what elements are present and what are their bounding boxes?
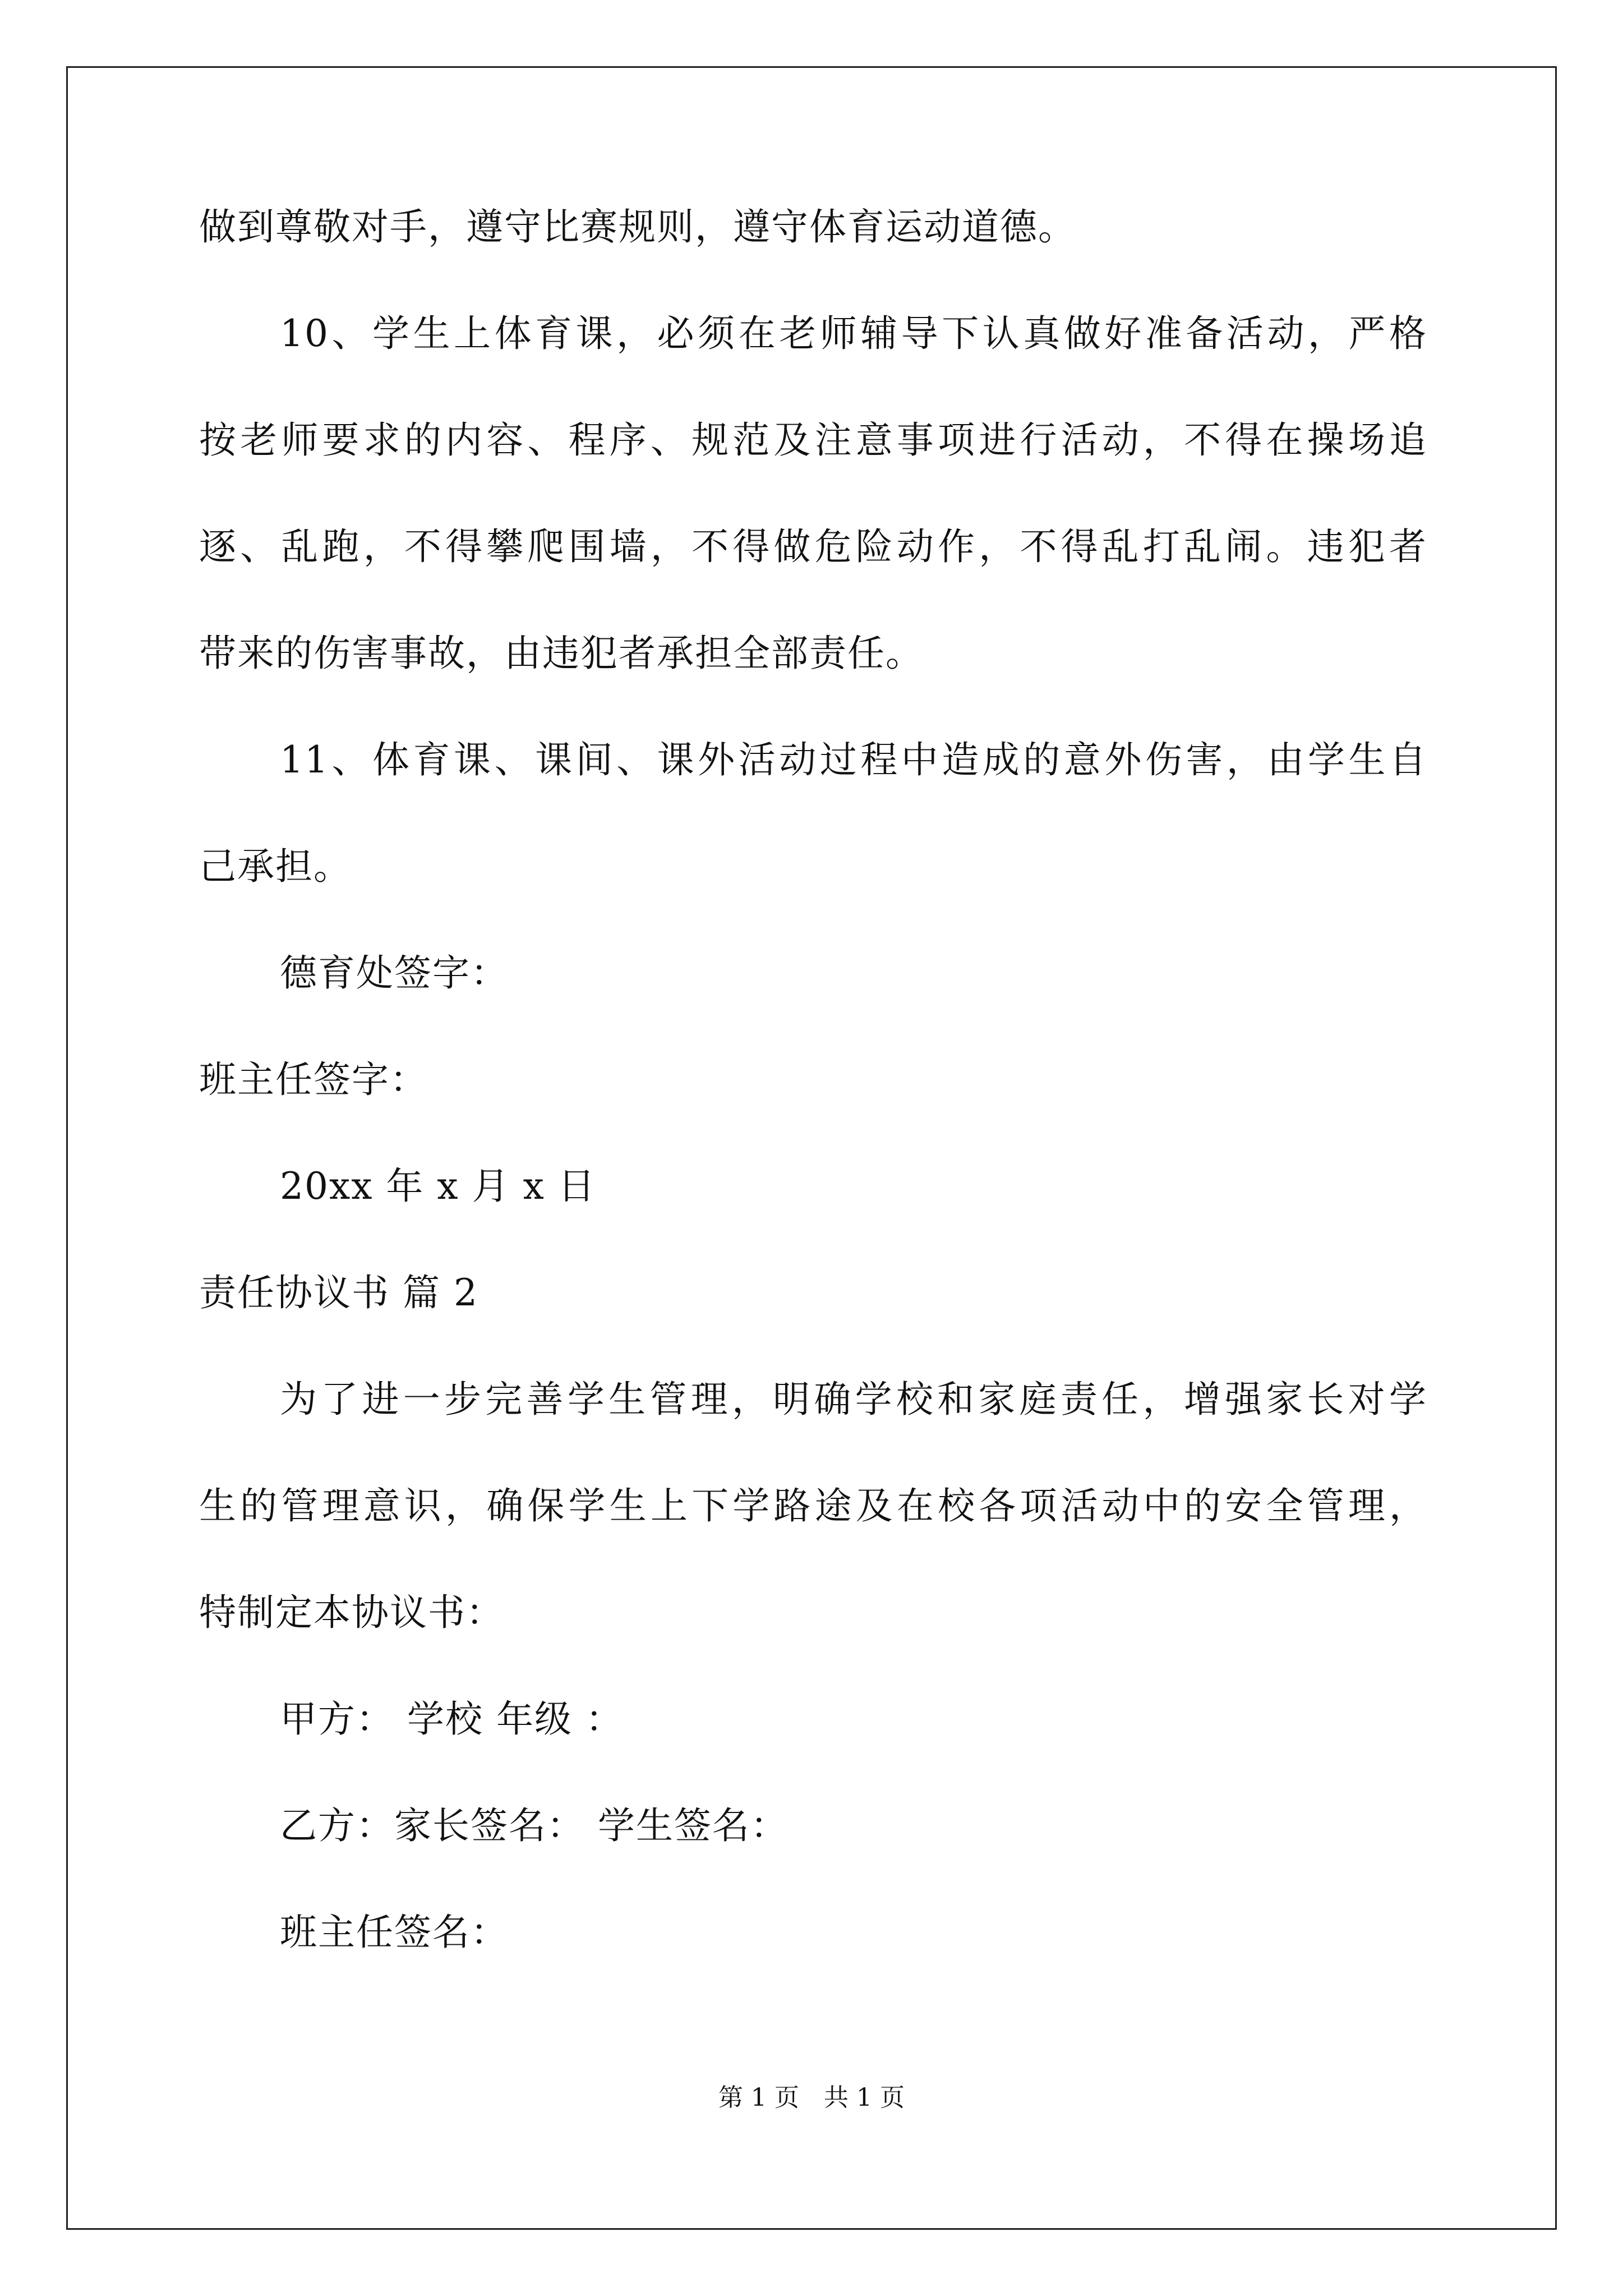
party-a-line: 甲方： 学校 年级 ：: [280, 1697, 624, 1741]
head-teacher-signature-label: 班主任签字：: [199, 1058, 428, 1101]
page-border: [66, 66, 1557, 2230]
paragraph-line: 做到尊敬对手，遵守比赛规则，遵守体育运动道德。: [199, 205, 1076, 249]
intro-paragraph-line: 特制定本协议书：: [199, 1591, 504, 1634]
date-line: 20xx 年 x 月 x 日: [280, 1165, 596, 1208]
clause-10-line: 按老师要求的内容、程序、规范及注意事项进行活动，不得在操场追: [199, 418, 1427, 462]
clause-11-line: 11、体育课、课间、课外活动过程中造成的意外伤害，由学生自: [280, 738, 1427, 781]
head-teacher-sign-line: 班主任签名：: [280, 1911, 509, 1954]
clause-10-line: 带来的伤害事故，由违犯者承担全部责任。: [199, 632, 924, 675]
page-number-footer: 第 1 页 共 1 页: [718, 2083, 905, 2112]
intro-paragraph-line: 生的管理意识，确保学生上下学路途及在校各项活动中的安全管理，: [199, 1484, 1427, 1527]
clause-11-line: 己承担。: [199, 845, 352, 888]
section-heading: 责任协议书 篇 2: [199, 1271, 478, 1314]
clause-10-line: 10、学生上体育课，必须在老师辅导下认真做好准备活动，严格: [280, 312, 1427, 355]
party-b-line: 乙方：家长签名： 学生签名：: [280, 1804, 789, 1847]
clause-10-line: 逐、乱跑，不得攀爬围墙，不得做危险动作，不得乱打乱闹。违犯者: [199, 525, 1427, 568]
moral-office-signature-label: 德育处签字：: [280, 951, 509, 995]
intro-paragraph-line: 为了进一步完善学生管理，明确学校和家庭责任，增强家长对学: [280, 1378, 1427, 1421]
